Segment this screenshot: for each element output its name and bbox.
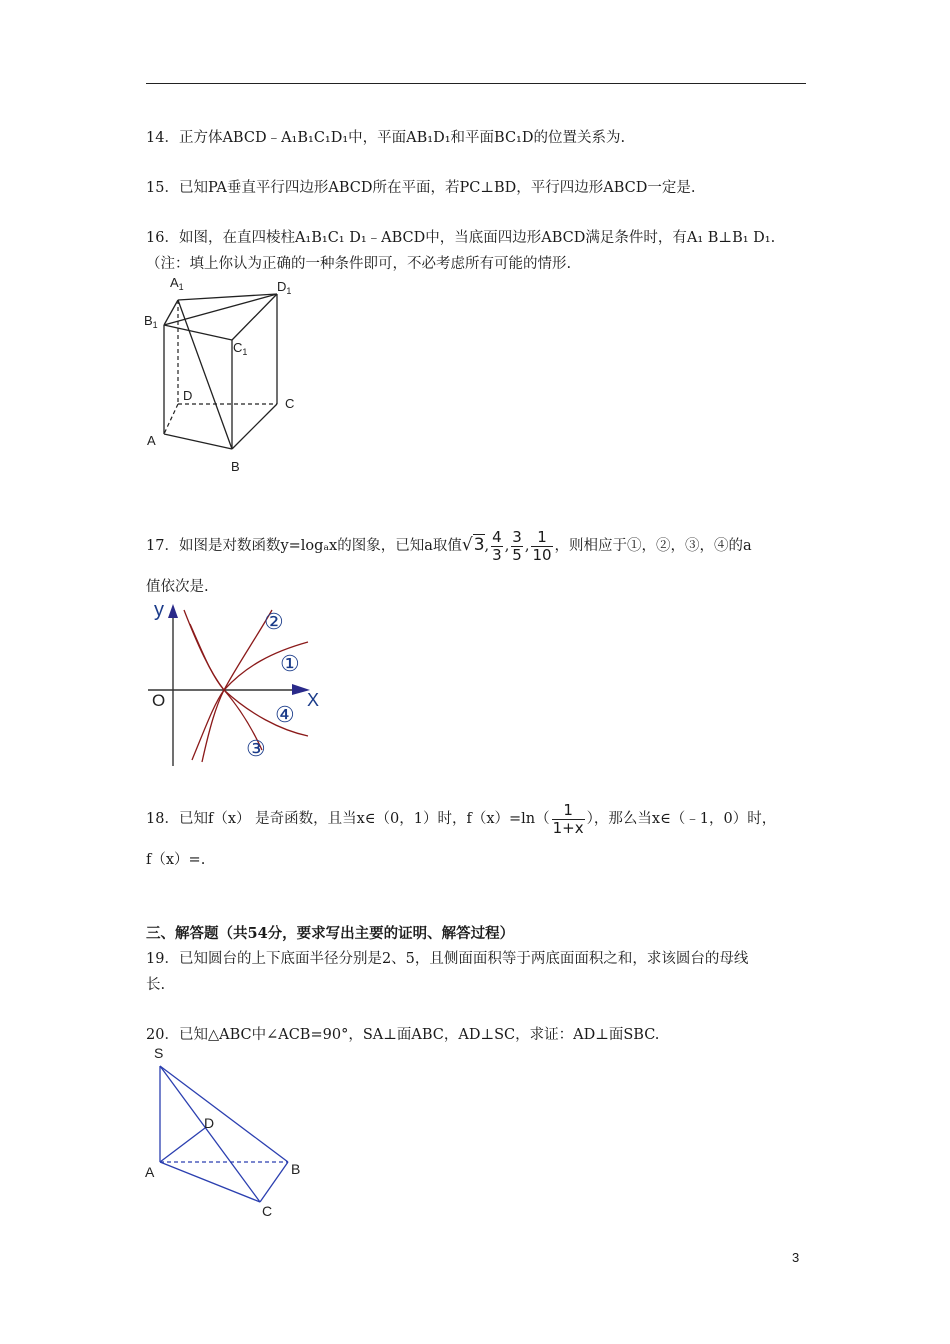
q17-suffix: ，则相应于①，②，③，④的a [554,538,752,554]
label-d: D [183,388,193,403]
label-b: B [231,459,240,474]
question-18-line1 [146,800,776,838]
label-a: A [145,1164,155,1180]
fraction-4-3: $\frac{4}{3}$ [492,527,502,564]
question-14: 14．正方体ABCD﹣A₁B₁C₁D₁中，平面AB₁D₁和平面BC₁D的位置关系为. [146,130,626,146]
label-d: D [204,1115,215,1131]
sqrt-3: √3 [461,535,485,555]
label-c: C [262,1203,273,1219]
question-16-line2: （注：填上你认为正确的一种条件即可，不必考虑所有可能的情形. [146,256,572,272]
page-number: 3 [792,1250,800,1265]
fraction-1-over-1-plus-x: $\frac{1}{1+x}$ [552,800,584,837]
curve-2-label: ② [264,609,284,634]
comma: , [524,538,530,554]
question-16-line1: 16．如图，在直四棱柱A₁B₁C₁ D₁﹣ABCD中，当底面四边形ABCD满足条件时，有A₁ B⊥B₁ D₁. [146,230,776,246]
curve-3-label: ③ [246,736,266,761]
question-18-line2: f（x）=. [146,852,206,868]
question-17-line1 [146,528,752,564]
q18-suffix: ），那么当x∈（﹣1，0）时， [586,811,777,827]
label-c1: $C_1$ [233,340,248,357]
question-15: 15．已知PA垂直平行四边形ABCD所在平面，若PC⊥BD，平行四边形ABCD一定是. [146,180,696,196]
log-graph-figure [140,596,325,771]
question-19-line2: 长. [146,977,166,993]
header-rule [146,83,806,84]
tetrahedron-figure [140,1042,320,1222]
q17-prefix: 17．如图是对数函数y=logₐx的图象，已知a取值 [146,538,462,554]
q18-prefix: 18．已知f（x） 是奇函数，且当x∈（0，1）时，f（x）=ln（ [146,811,550,827]
label-s: S [154,1045,164,1061]
origin-label: O [152,691,166,710]
comma: , [504,538,510,554]
label-b: B [291,1161,301,1177]
question-20: 20．已知△ABC中∠ACB=90°，SA⊥面ABC，AD⊥SC，求证：AD⊥面SBC. [146,1027,660,1043]
label-d1: $D_1$ [277,279,292,296]
label-a: A [147,433,156,448]
curve-4-label: ④ [275,702,295,727]
label-a1: $A_1$ [170,275,184,292]
comma: , [484,538,490,554]
prism-figure [140,272,310,482]
section-3-heading: 三、解答题（共54分，要求写出主要的证明、解答过程） [146,925,515,942]
label-b1: $B_1$ [144,313,158,330]
curve-1-label: ① [280,651,300,676]
fraction-1-10: $\frac{1}{10}$ [532,527,552,564]
label-c: C [285,396,295,411]
x-axis-label: X [307,690,320,710]
question-19-line1: 19．已知圆台的上下底面半径分别是2、5，且侧面面积等于两底面面积之和，求该圆台的母线 [146,951,749,967]
fraction-3-5: $\frac{3}{5}$ [512,527,522,564]
y-axis-label: y [154,599,164,621]
question-17-line2: 值依次是. [146,579,209,595]
